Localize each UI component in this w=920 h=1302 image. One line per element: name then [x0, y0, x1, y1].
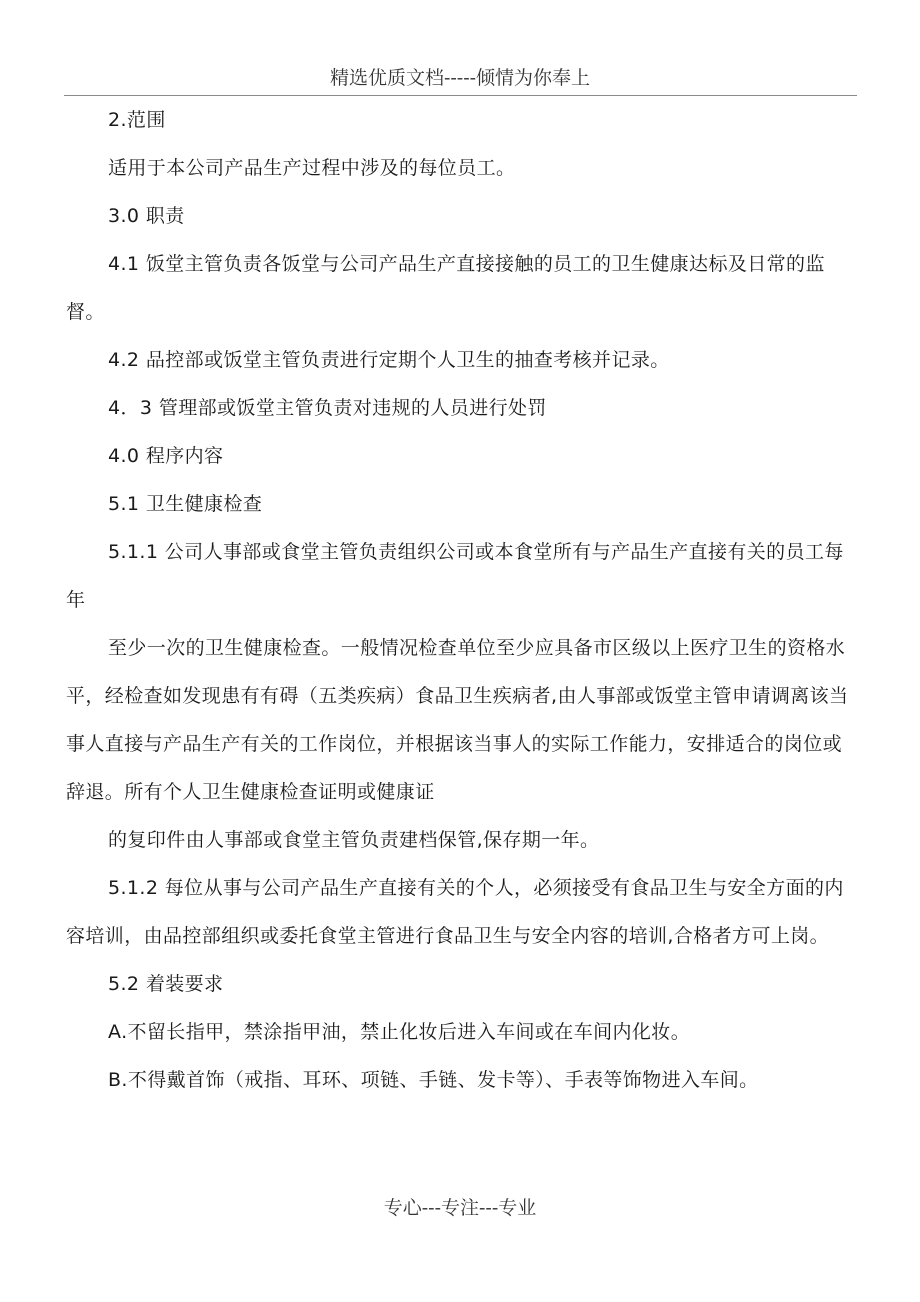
section-heading-scope: 2.范围 — [108, 109, 166, 131]
paragraph-4-1: 4.1 饭堂主管负责各饭堂与公司产品生产直接接触的员工的卫生健康达标及日常的监督。 — [66, 253, 825, 323]
paragraph-5-1-2: 5.1.2 每位从事与公司产品生产直接有关的个人，必须接受有食品卫生与安全方面的内容培训，由品控部组织或委托食堂主管进行食品卫生与安全内容的培训,合格者方可上岗。 — [66, 877, 844, 947]
paragraph-scope-text: 适用于本公司产品生产过程中涉及的每位员工。 — [108, 157, 516, 179]
section-heading-procedure: 4.0 程序内容 — [108, 445, 224, 467]
document-body — [66, 96, 856, 1104]
paragraph-rule-a: A.不留长指甲，禁涂指甲油，禁止化妆后进入车间或在车间内化妆。 — [108, 1021, 691, 1043]
page-header: 精选优质文档-----倾情为你奉上 — [329, 67, 591, 89]
paragraph-health-records: 的复印件由人事部或食堂主管负责建档保管,保存期一年。 — [108, 829, 600, 851]
paragraph-health-check: 至少一次的卫生健康检查。一般情况检查单位至少应具备市区级以上医疗卫生的资格水平，经检查如发现患有有碍（五类疾病）食品卫生疾病者,由人事部或饭堂主管申请调离该当事人直接与产品生产有关的工作岗位，并根据该当事人的实际工作能力，安排适合的岗位或辞退。所有个人卫生健康检查证明或健康证 — [66, 637, 849, 803]
section-heading-5-2: 5.2 着装要求 — [108, 973, 224, 995]
paragraph-rule-b: B.不得戴首饰（戒指、耳环、项链、手链、发卡等）、手表等饰物进入车间。 — [108, 1069, 759, 1091]
paragraph-5-1-1: 5.1.1 公司人事部或食堂主管负责组织公司或本食堂所有与产品生产直接有关的员工每年 — [66, 541, 844, 611]
section-heading-responsibilities: 3.0 职责 — [108, 205, 185, 227]
paragraph-4-3: 4．3 管理部或饭堂主管负责对违规的人员进行处罚 — [108, 397, 547, 419]
section-heading-5-1: 5.1 卫生健康检查 — [108, 493, 263, 515]
paragraph-4-2: 4.2 品控部或饭堂主管负责进行定期个人卫生的抽查考核并记录。 — [108, 349, 670, 371]
page-footer: 专心---专注---专业 — [383, 1197, 537, 1219]
